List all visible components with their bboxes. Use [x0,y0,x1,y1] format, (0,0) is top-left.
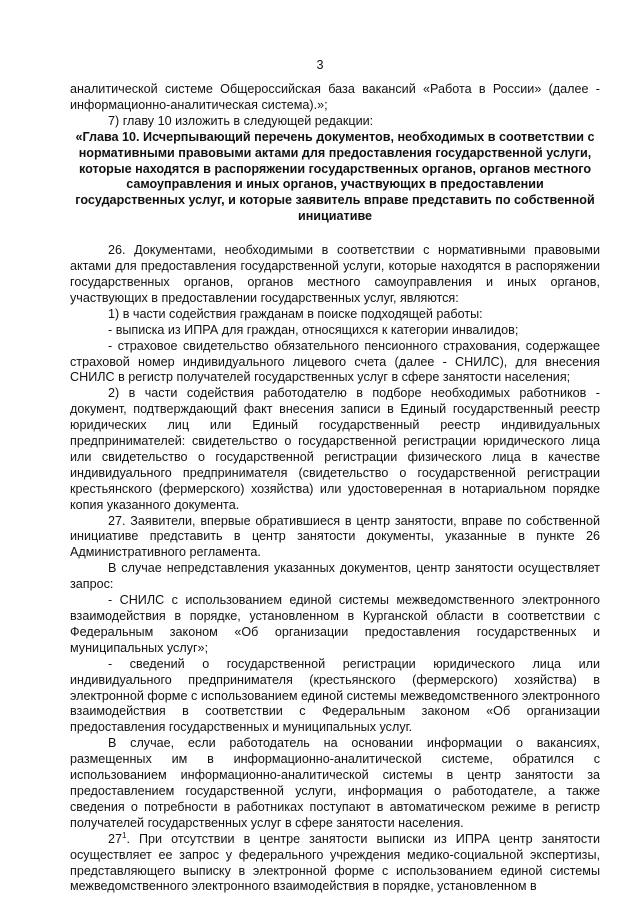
paragraph-continuation: аналитической системе Общероссийская база вакансий «Работа в России» (далее - информационно-аналитическая система).»; [70,82,600,112]
paragraph-27-a: В случае непредставления указанных документов, центр занятости осуществляет запрос: [70,561,600,592]
paragraph-26-1-a: - выписка из ИПРА для граждан, относящихся к категории инвалидов; [108,322,519,337]
paragraph-item-7: 7) главу 10 изложить в следующей редакции: [108,113,374,128]
chapter-heading: «Глава 10. Исчерпывающий перечень документов, необходимых в соответствии с нормативными правовыми актами для предоставления государственной услуги, которые находятся в распоряжении государственных органов, органов местного самоуправления и иных органов, участвующих в предоставлении государственных услуг, и которые заявитель вправе представить по собственной инициативе [75,129,595,224]
paragraph-27-1-text: . При отсутствии в центре занятости выписки из ИПРА центр занятости осуществляет ее запрос у федерального учреждения медико-социальной экспертизы, представляющего выписку в электронной форме с использованием единой системы межведомственного электронного взаимодействия в порядке, установленном в [70,831,600,894]
paragraph-27-1-number: 27 [108,831,123,846]
paragraph-27-c: - сведений о государственной регистрации юридического лица или индивидуального предпринимателя (крестьянского (фермерского) хозяйства) в электронной форме с использованием единой системы межведомственного электронного взаимодействия в соответствии с Федеральным законом «Об организации предоставления государственных и муниципальных услуг. [70,656,600,735]
document-body [70,82,600,895]
paragraph-27-1-superscript: 1 [122,830,127,840]
paragraph-26: 26. Документами, необходимыми в соответствии с нормативными правовыми актами для предоставления государственной услуги, которые находятся в распоряжении государственных органов, органов местного самоуправления и иных органов, участвующих в предоставлении государственных услуг, являются: [70,243,600,305]
page-number: 3 [316,58,324,72]
paragraph-26-2: 2) в части содействия работодателю в подборе необходимых работников - документ, подтверждающий факт внесения записи в Единый государственный реестр юридических лиц или Единый государственный реестр индивидуальных предпринимателей: свидетельство о государственной регистрации юридического лица или свидетельство о государственной регистрации физического лица в качестве индивидуального предпринимателя (свидетельство о государственной регистрации крестьянского (фермерского) хозяйства) или удостоверенная в нотариальном порядке копия указанного документа. [70,386,600,512]
paragraph-27: 27. Заявители, впервые обратившиеся в центр занятости, вправе по собственной инициативе представить в центр занятости документы, указанные в пункте 26 Административного регламента. [70,513,600,560]
paragraph-27-1 [70,832,600,896]
paragraph-26-1-b: - страховое свидетельство обязательного пенсионного страхования, содержащее страховой номер индивидуального лицевого счета (далее - СНИЛС), для внесения СНИЛС в регистр получателей государственных услуг в сфере занятости населения; [70,338,600,385]
paragraph-27-d: В случае, если работодатель на основании информации о вакансиях, размещенных им в информационно-аналитической системе, обратился с использованием информационно-аналитической системы в центр занятости за предоставлением государственной услуги, информация о работодателе, а также сведения о потребности в работниках поступают в автоматическом режиме в регистр получателей государственных услуг в сфере занятости населения. [70,736,600,830]
paragraph-26-1: 1) в части содействия гражданам в поиске подходящей работы: [108,306,483,321]
paragraph-27-b: - СНИЛС с использованием единой системы межведомственного электронного взаимодействия в порядке, установленном в Курганской области в соответствии с Федеральным законом «Об организации предоставления государственных и муниципальных услуг»; [70,593,600,655]
